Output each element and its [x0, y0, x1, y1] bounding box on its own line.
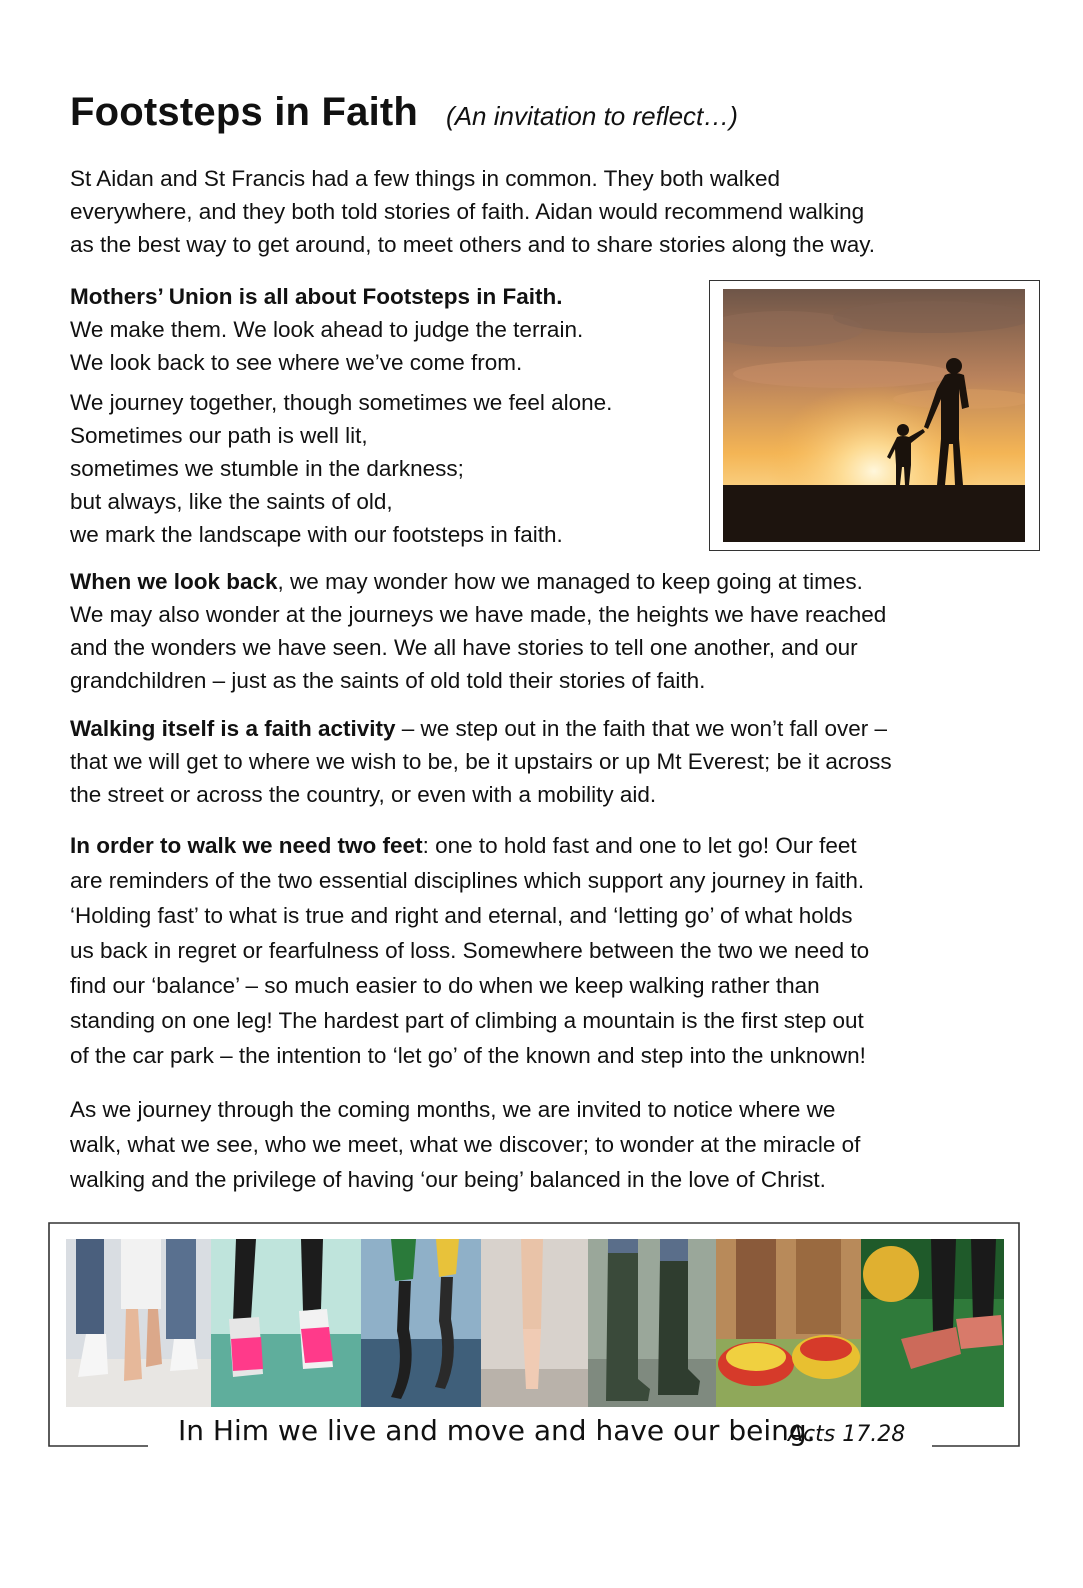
- running-shoes-image: [211, 1239, 361, 1407]
- mu-line: We look back to see where we’ve come from.: [70, 350, 523, 375]
- look-back-line: We may also wonder at the journeys we have made, the heights we have reached: [70, 602, 887, 627]
- sunset-photo-frame: [709, 280, 1040, 551]
- mu-line: We make them. We look ahead to judge the terrain.: [70, 317, 584, 342]
- wellington-boots-image: [588, 1239, 716, 1407]
- mu-line: sometimes we stumble in the darkness;: [70, 456, 464, 481]
- intro-line: St Aidan and St Francis had a few things in common. They both walked: [70, 166, 780, 191]
- journey-line: walk, what we see, who we meet, what we discover; to wonder at the miracle of: [70, 1132, 861, 1157]
- intro-line: as the best way to get around, to meet others and to share stories along the way.: [70, 232, 876, 257]
- journey-line: As we journey through the coming months, we are invited to notice where we: [70, 1097, 836, 1122]
- intro-line: everywhere, and they both told stories of faith. Aidan would recommend walking: [70, 199, 865, 224]
- look-back-line: and the wonders we have seen. We all have stories to tell one another, and our: [70, 635, 858, 660]
- mu-line: We journey together, though sometimes we feel alone.: [70, 390, 613, 415]
- two-feet-line: find our ‘balance’ – so much easier to do when we keep walking rather than: [70, 973, 820, 998]
- look-back-paragraph: [70, 565, 1010, 697]
- mu-paragraph-2: [70, 386, 700, 551]
- walking-rest: – we step out in the faith that we won’t fall over –: [395, 716, 888, 741]
- two-feet-line: standing on one leg! The hardest part of climbing a mountain is the first step out: [70, 1008, 864, 1033]
- mu-line: Sometimes our path is well lit,: [70, 423, 368, 448]
- clown-shoes-image: [716, 1239, 861, 1407]
- verse-reference: Acts 17.28: [788, 1422, 906, 1447]
- two-feet-line: [70, 828, 1010, 863]
- look-back-bold: When we look back: [70, 569, 278, 594]
- journey-line: walking and the privilege of having ‘our being’ balanced in the love of Christ.: [70, 1167, 826, 1192]
- two-feet-bold: In order to walk we need two feet: [70, 833, 423, 858]
- two-feet-rest: : one to hold fast and one to let go! Our feet: [422, 833, 857, 858]
- look-back-line: grandchildren – just as the saints of old told their stories of faith.: [70, 668, 706, 693]
- journey-paragraph: [70, 1092, 1010, 1197]
- walking-paragraph: [70, 712, 1010, 811]
- walking-line: [70, 712, 1010, 745]
- mu-heading: Mothers’ Union is all about Footsteps in Faith.: [70, 284, 563, 309]
- walking-line: that we will get to where we wish to be, be it upstairs or up Mt Everest; be it across: [70, 749, 892, 774]
- footwear-photo-strip: [66, 1239, 1004, 1407]
- walking-line: the street or across the country, or even with a mobility aid.: [70, 782, 657, 807]
- look-back-line: [70, 565, 1010, 598]
- parent-child-sunset-image: [723, 289, 1025, 542]
- bible-verse: In Him we live and move and have our being.: [178, 1414, 816, 1447]
- two-feet-line: ‘Holding fast’ to what is true and right and eternal, and ‘letting go’ of what holds: [70, 903, 853, 928]
- two-feet-paragraph: [70, 828, 1010, 1073]
- page-subtitle: (An invitation to reflect…): [446, 101, 738, 131]
- baby-feet-image: [66, 1239, 211, 1407]
- footwear-banner: [48, 1222, 1020, 1448]
- walking-bold: Walking itself is a faith activity: [70, 716, 396, 741]
- two-feet-line: are reminders of the two essential disciplines which support any journey in faith.: [70, 868, 865, 893]
- mu-paragraph-1: [70, 280, 700, 379]
- page-title: Footsteps in Faith: [70, 90, 419, 134]
- prosthetic-blades-image: [361, 1239, 481, 1407]
- two-feet-line: of the car park – the intention to ‘let go’ of the known and step into the unknown!: [70, 1043, 866, 1068]
- look-back-rest: , we may wonder how we managed to keep going at times.: [277, 569, 863, 594]
- intro-paragraph: [70, 162, 1010, 261]
- title-row: [70, 90, 738, 135]
- football-boots-image: [861, 1239, 1004, 1407]
- ballet-pointe-image: [481, 1239, 588, 1407]
- mu-line: but always, like the saints of old,: [70, 489, 393, 514]
- two-feet-line: us back in regret or fearfulness of loss. Somewhere between the two we need to: [70, 938, 870, 963]
- mu-line: we mark the landscape with our footsteps in faith.: [70, 522, 563, 547]
